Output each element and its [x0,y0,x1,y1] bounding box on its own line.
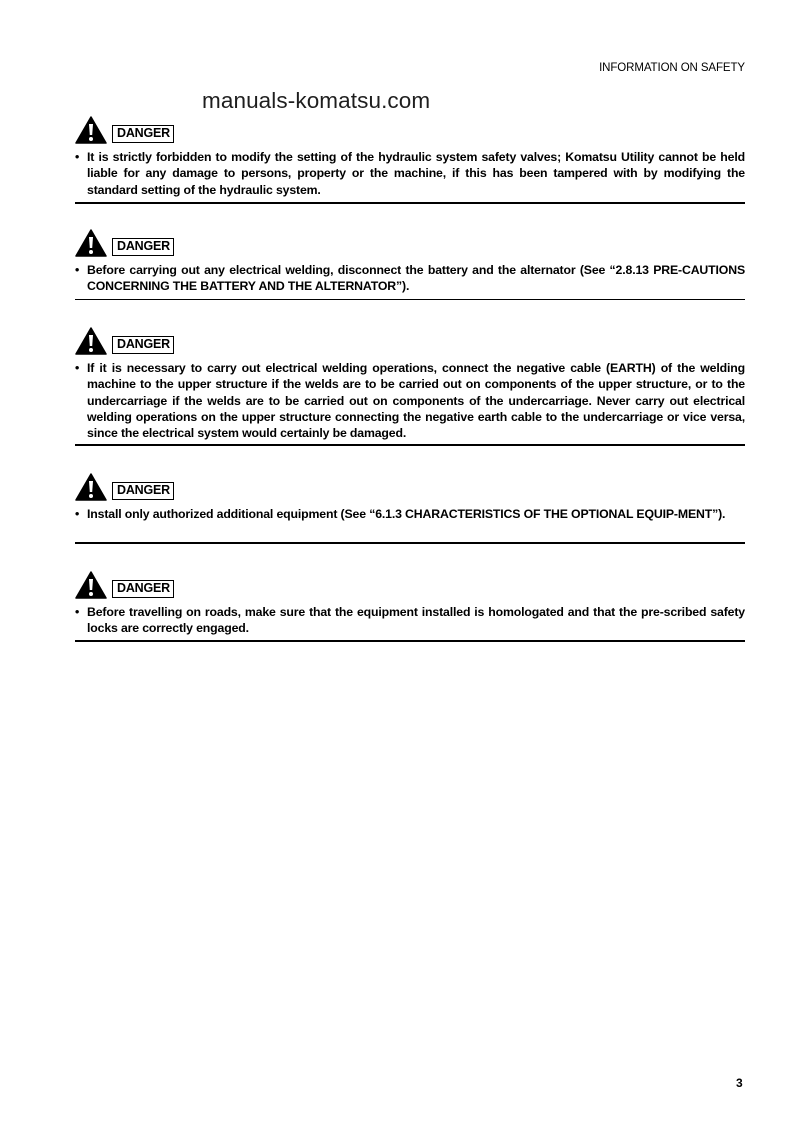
warning-text-content: Install only authorized additional equipment (See “6.1.3 CHARACTERISTICS OF THE OPTIONAL EQUIP-MENT”). [87,507,726,521]
section-divider [75,444,745,446]
warning-text-content: Before travelling on roads, make sure that the equipment installed is homologated and that the pre-scribed safety locks are correctly engaged. [87,605,745,636]
bullet: • [75,361,80,375]
danger-warning-2 [75,227,745,295]
warning-text-content: It is strictly forbidden to modify the setting of the hydraulic system safety valves; Komatsu Utility cannot be held liable for any damage to persons, property or the machine, if this has been tampered with by modifying the standard setting of the hydraulic system. [87,150,745,197]
warning-triangle-icon [75,571,107,599]
danger-label: DANGER [112,482,174,500]
warning-text [75,604,745,637]
danger-heading [75,325,745,355]
page-number: 3 [736,1076,743,1090]
danger-heading [75,569,745,599]
warning-text [75,149,745,198]
warning-triangle-icon [75,473,107,501]
warning-text [75,360,745,441]
danger-heading [75,114,745,144]
danger-warning-3 [75,325,745,441]
bullet: • [75,605,80,619]
section-divider [75,542,745,544]
danger-label: DANGER [112,336,174,354]
danger-warning-5 [75,569,745,637]
bullet: • [75,507,80,521]
watermark: manuals-komatsu.com [202,88,431,113]
warning-text [75,262,745,295]
warning-triangle-icon [75,116,107,144]
danger-heading [75,471,745,501]
warning-text [75,506,745,522]
warning-triangle-icon [75,229,107,257]
warning-triangle-icon [75,327,107,355]
section-divider [75,640,745,642]
danger-warning-4 [75,471,745,522]
running-header: INFORMATION ON SAFETY [599,62,745,74]
bullet: • [75,150,80,164]
warning-text-content: Before carrying out any electrical welding, disconnect the battery and the alternator (See “2.8.13 PRE-CAUTIONS CONCERNING THE BATTERY AND THE ALTERNATOR”). [87,263,745,294]
danger-label: DANGER [112,238,174,256]
bullet: • [75,263,80,277]
danger-label: DANGER [112,580,174,598]
danger-heading [75,227,745,257]
danger-warning-1 [75,114,745,198]
section-divider [75,299,745,300]
section-divider [75,202,745,204]
warning-text-content: If it is necessary to carry out electrical welding operations, connect the negative cable (EARTH) of the welding machine to the upper structure if the welds are to be carried out on components of the upper structure, or to the undercarriage if the welds are to be carried out on components of the undercarriage. Never carry out electrical welding operations on the upper structure connecting the negative earth cable to the undercarriage or vice versa, since the electrical system would certainly be damaged. [87,361,745,441]
danger-label: DANGER [112,125,174,143]
